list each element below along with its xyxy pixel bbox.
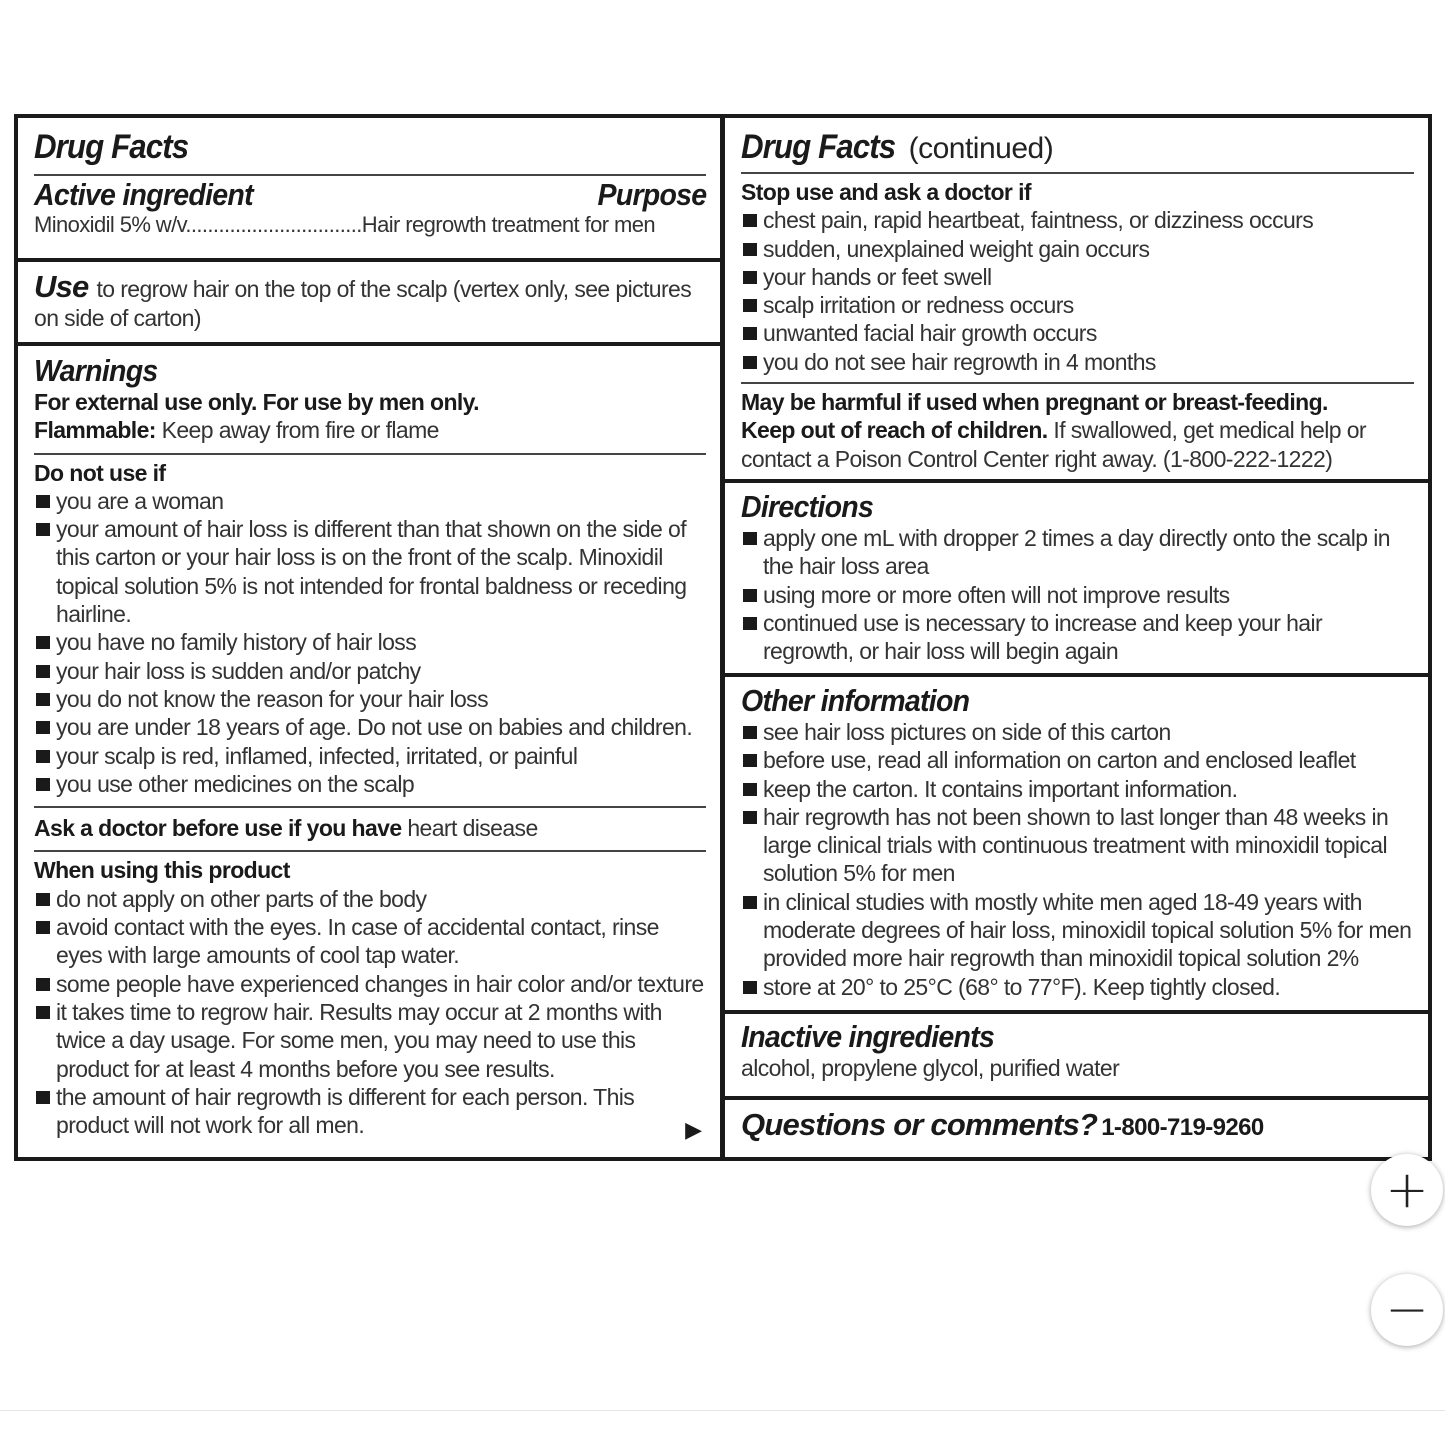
use-heading: Use [34, 269, 89, 304]
directions-heading: Directions [741, 489, 874, 524]
list-item: apply one mL with dropper 2 times a day directly onto the scalp in the hair loss area [741, 524, 1414, 581]
inactive-ingredients-text: alcohol, propylene glycol, purified water [741, 1055, 1120, 1081]
inactive-ingredients-panel [725, 1020, 1428, 1082]
when-using-list [34, 885, 706, 1140]
active-ingredient-header [34, 178, 706, 212]
ingredient-purpose: Hair regrowth treatment for men [361, 212, 655, 237]
other-information-panel [725, 684, 1428, 1001]
list-item: continued use is necessary to increase and keep your hair regrowth, or hair loss will begin again [741, 609, 1414, 666]
active-ingredient-heading: Active ingredient [34, 177, 253, 212]
divider [34, 453, 706, 455]
list-item: your scalp is red, inflamed, infected, irritated, or painful [34, 742, 706, 770]
drug-facts-continued-title: Drug Facts [741, 128, 896, 166]
inactive-ingredients-heading: Inactive ingredients [741, 1019, 995, 1054]
left-column [18, 118, 720, 1157]
list-item: you use other medicines on the scalp [34, 770, 706, 798]
panel-separator [725, 1010, 1428, 1014]
panel-separator [725, 673, 1428, 677]
list-item: the amount of hair regrowth is different for each person. This product will not work for all men. [34, 1083, 706, 1140]
list-item: you are under 18 years of age. Do not use on babies and children. [34, 713, 706, 741]
list-item: your hair loss is sudden and/or patchy [34, 657, 706, 685]
directions-list [741, 524, 1414, 665]
panel-separator [18, 342, 720, 346]
continue-arrow-icon: ▶ [685, 1117, 702, 1142]
keep-out-line [741, 416, 1414, 473]
purpose-heading: Purpose [597, 177, 706, 212]
list-item: see hair loss pictures on side of this carton [741, 718, 1414, 746]
list-item: some people have experienced changes in hair color and/or texture [34, 970, 706, 998]
list-item: you do not see hair regrowth in 4 months [741, 348, 1414, 376]
list-item: your hands or feet swell [741, 263, 1414, 291]
active-ingredient-panel [18, 128, 720, 238]
other-information-list [741, 718, 1414, 1001]
flammable-line [34, 416, 706, 444]
list-item: you have no family history of hair loss [34, 628, 706, 656]
continued-suffix: (continued) [908, 132, 1054, 165]
list-item: keep the carton. It contains important information. [741, 775, 1414, 803]
ask-doctor-line [34, 814, 706, 842]
list-item: you do not know the reason for your hair loss [34, 685, 706, 713]
stop-use-list [741, 206, 1414, 376]
external-use-text: For external use only. For use by men only. [34, 389, 479, 415]
list-item: do not apply on other parts of the body [34, 885, 706, 913]
stop-use-heading: Stop use and ask a doctor if [741, 179, 1031, 205]
do-not-use-list [34, 487, 706, 798]
leader-dots: ................................ [185, 212, 362, 237]
divider [34, 174, 706, 176]
plus-icon: + [1385, 1160, 1429, 1220]
divider [34, 806, 706, 808]
stop-use-panel [725, 128, 1428, 473]
ask-doctor-label: Ask a doctor before use if you have [34, 815, 402, 842]
ask-doctor-text: heart disease [407, 815, 538, 842]
list-item: your amount of hair loss is different than that shown on the side of this carton or your hair loss is on the front of the scalp. Minoxidil topical solution 5% is not intended for frontal baldness or receding hairline. [34, 515, 706, 628]
warnings-heading: Warnings [34, 353, 158, 388]
directions-panel [725, 490, 1428, 665]
list-item: store at 20° to 25°C (68° to 77°F). Keep tightly closed. [741, 973, 1414, 1001]
do-not-use-heading: Do not use if [34, 459, 166, 486]
flammable-text: Keep away from fire or flame [161, 417, 439, 444]
list-item: hair regrowth has not been shown to last longer than 48 weeks in large clinical trials with continuous treatment with minoxidil topical solution 5% for men [741, 803, 1414, 888]
divider [34, 850, 706, 852]
list-item: in clinical studies with mostly white men aged 18-49 years with moderate degrees of hair loss, minoxidil topical solution 5% for men provided more hair regrowth than minoxidil topical solution 2% [741, 888, 1414, 973]
panel-separator [725, 1096, 1428, 1100]
divider [741, 172, 1414, 174]
panel-separator [725, 479, 1428, 483]
when-using-heading: When using this product [34, 857, 290, 884]
list-item: scalp irritation or redness occurs [741, 291, 1414, 319]
list-item: before use, read all information on carton and enclosed leaflet [741, 746, 1414, 774]
drug-facts-title: Drug Facts [34, 128, 189, 166]
keep-out-label: Keep out of reach of children. [741, 417, 1048, 444]
warnings-panel [18, 354, 720, 1139]
list-item: using more or more often will not improve results [741, 581, 1414, 609]
other-information-heading: Other information [741, 683, 970, 718]
questions-panel [725, 1108, 1428, 1142]
zoom-in-button[interactable] [1371, 1154, 1443, 1226]
flammable-label: Flammable: [34, 417, 156, 444]
list-item: chest pain, rapid heartbeat, faintness, or dizziness occurs [741, 206, 1414, 234]
panel-separator [18, 258, 720, 262]
divider [741, 382, 1414, 384]
use-panel [18, 270, 720, 332]
list-item: you are a woman [34, 487, 706, 515]
continued-title [741, 128, 1414, 166]
questions-heading: Questions or comments? [741, 1107, 1098, 1142]
zoom-out-button[interactable] [1371, 1274, 1443, 1346]
right-column [725, 118, 1428, 1157]
list-item: it takes time to regrow hair. Results may occur at 2 months with twice a day usage. For some men, you may need to use this product for at least 4 months before you see results. [34, 998, 706, 1083]
list-item: sudden, unexplained weight gain occurs [741, 235, 1414, 263]
pregnant-warning: May be harmful if used when pregnant or breast-feeding. [741, 389, 1328, 416]
drug-facts-label [14, 114, 1432, 1161]
minus-icon: − [1385, 1280, 1429, 1340]
ingredient-name: Minoxidil 5% w/v [34, 212, 186, 237]
list-item: unwanted facial hair growth occurs [741, 319, 1414, 347]
bottom-divider [0, 1410, 1445, 1411]
keep-out-text: If swallowed, get medical help or contact a Poison Control Center right away. (1-800-222-1222) [741, 417, 1366, 472]
active-ingredient-line [34, 212, 706, 238]
list-item: avoid contact with the eyes. In case of accidental contact, rinse eyes with large amounts of cool tap water. [34, 913, 706, 970]
questions-phone: 1-800-719-9260 [1101, 1114, 1264, 1141]
use-text: to regrow hair on the top of the scalp (vertex only, see pictures on side of carton) [34, 276, 692, 331]
